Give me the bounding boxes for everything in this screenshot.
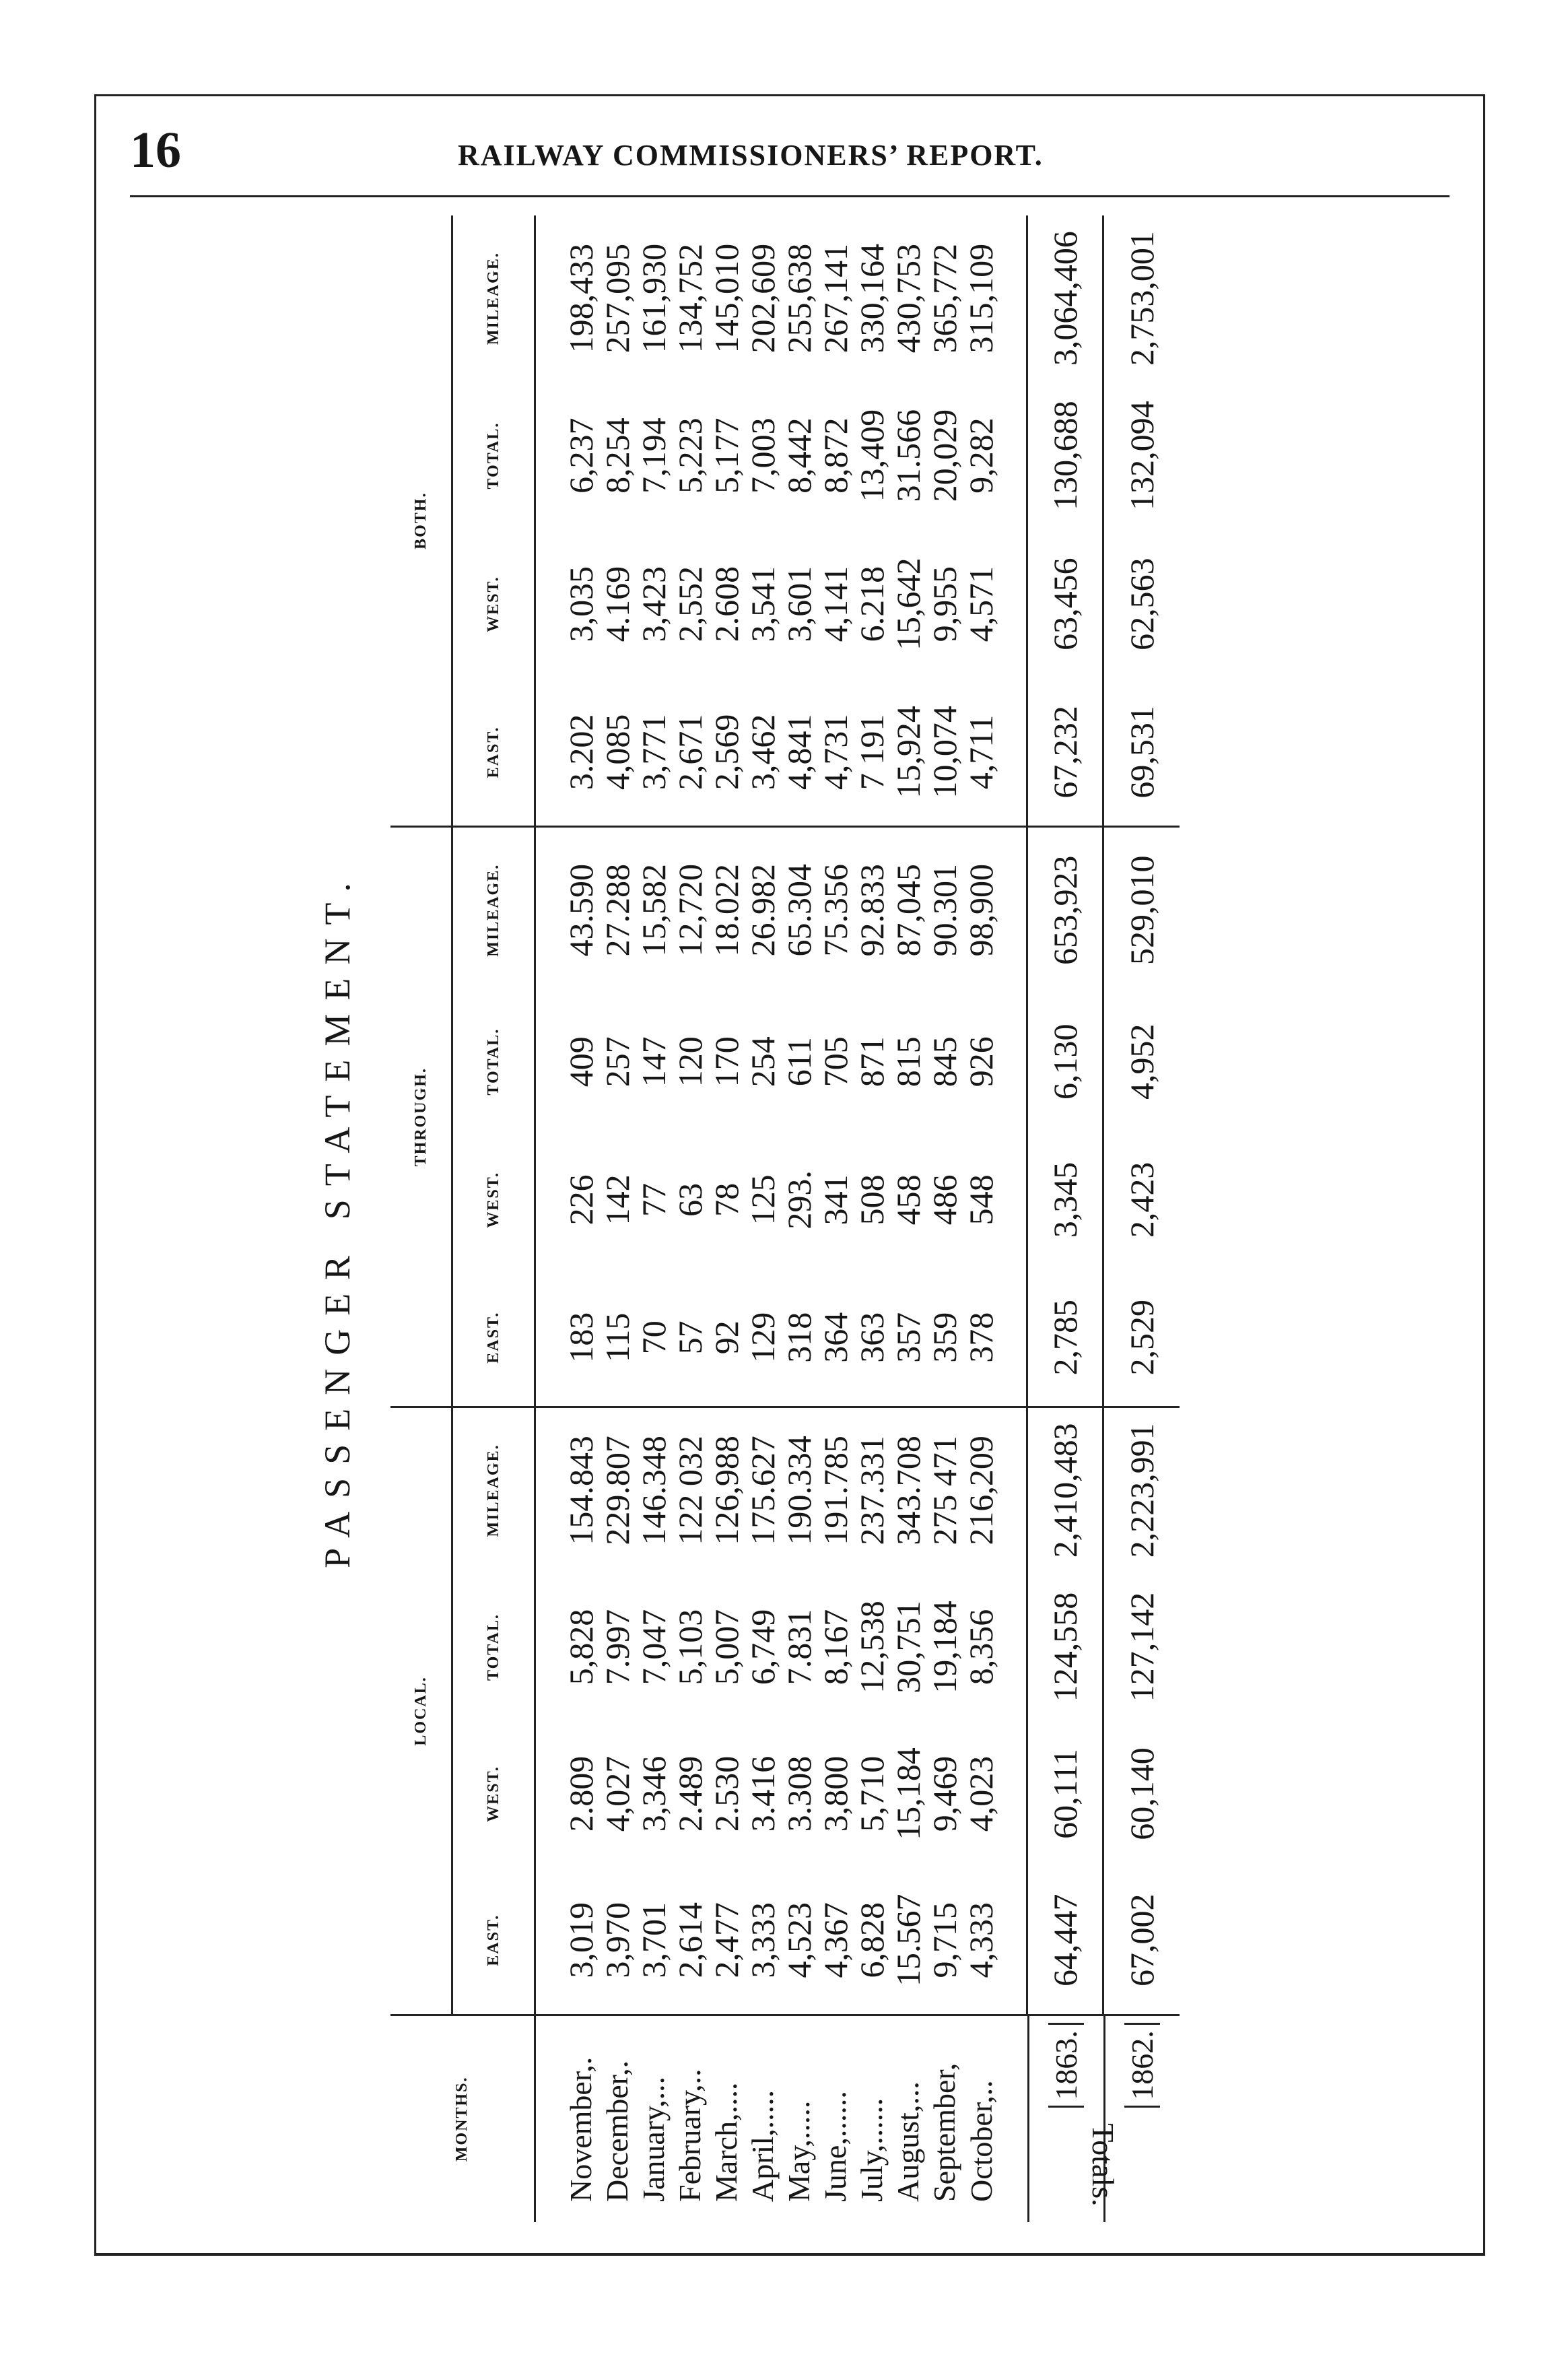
both-mileage-cell: 267,141 — [817, 243, 854, 354]
both-mileage-total: 3,064,406 — [1027, 215, 1103, 381]
through-west-total: 2,423 — [1103, 1131, 1180, 1269]
both-total-total: 130,688 — [1027, 381, 1103, 530]
local-west-cell: 2.489 — [671, 1755, 709, 1832]
local-west-cell: 3,346 — [635, 1755, 673, 1832]
both-total-cell: 20,029 — [926, 409, 963, 502]
through-mileage-cell: 75.356 — [817, 864, 854, 957]
local-mileage-cell: 190.334 — [780, 1436, 818, 1545]
local-mileage-cell: 175.627 — [744, 1436, 782, 1545]
local-west-cell: 15,184 — [889, 1747, 927, 1840]
through-east-cell: 129 — [745, 1269, 781, 1407]
local-total-cell: 7.997 — [599, 1609, 636, 1685]
through-total-cell: 705 — [817, 1036, 854, 1087]
month-label: January,... — [636, 2076, 671, 2202]
through-mileage-cell: 15,582 — [635, 864, 673, 957]
through-west-cell: 63 — [671, 1182, 709, 1217]
rotated-table-block — [310, 215, 1266, 2222]
local-east-cell: 4,333 — [963, 1867, 1027, 2015]
table-row — [963, 215, 1027, 2222]
through-east-cell: 357 — [890, 1269, 926, 1407]
through-east-cell: 183 — [535, 1269, 600, 1407]
both-mileage-cell: 202,609 — [744, 243, 782, 354]
local-mileage-cell: 343.708 — [889, 1436, 927, 1545]
month-label: November,. — [564, 2056, 598, 2202]
table-row — [672, 215, 708, 2222]
local-total-cell: 7,047 — [635, 1609, 673, 1685]
through-east-total: 2,785 — [1027, 1269, 1103, 1407]
year-label: 1863. — [1048, 2023, 1084, 2108]
through-mileage-cell: 98,900 — [962, 864, 1000, 957]
local-total-cell: 5,828 — [562, 1609, 600, 1685]
month-label: August,... — [891, 2081, 925, 2202]
through-west-cell: 293. — [780, 1170, 818, 1230]
local-east-cell: 2,477 — [708, 1867, 745, 2015]
both-east-cell: 2,671 — [672, 678, 708, 827]
both-west-cell: 2,552 — [671, 566, 709, 642]
local-mileage-cell: 191.785 — [817, 1436, 854, 1545]
through-mileage-cell: 18.022 — [708, 864, 745, 957]
both-east-cell: 7 191 — [854, 678, 890, 827]
both-west-cell: 6.218 — [853, 566, 891, 642]
local-total-cell: 5,103 — [671, 1609, 709, 1685]
through-east-cell: 92 — [708, 1269, 745, 1407]
through-east-cell: 378 — [963, 1269, 1027, 1407]
both-west-cell: 3,035 — [562, 566, 600, 642]
months-header: MONTHS. — [390, 2015, 535, 2222]
through-west-cell: 142 — [599, 1174, 636, 1226]
through-east-total: 2,529 — [1103, 1269, 1180, 1407]
column-header-total: TOTAL. — [452, 381, 535, 530]
year-label: 1862. — [1124, 2023, 1160, 2108]
both-west-cell: 9,955 — [926, 566, 963, 642]
both-total-cell: 7,003 — [744, 417, 782, 494]
through-total-cell: 257 — [599, 1036, 636, 1087]
running-head: RAILWAY COMMISSIONERS’ REPORT. — [458, 139, 1044, 172]
both-west-cell: 4,141 — [817, 566, 854, 642]
through-total-cell: 120 — [671, 1036, 709, 1087]
both-east-cell: 4,085 — [599, 678, 636, 827]
through-west-cell: 458 — [889, 1174, 927, 1226]
table-row — [781, 215, 817, 2222]
both-east-cell: 2,569 — [708, 678, 745, 827]
local-east-total: 67,002 — [1103, 1867, 1180, 2015]
through-east-cell: 57 — [672, 1269, 708, 1407]
month-label: October,.. — [963, 2080, 998, 2202]
both-mileage-cell: 161,930 — [635, 243, 673, 354]
local-east-cell: 6,828 — [854, 1867, 890, 2015]
through-total-cell: 409 — [562, 1036, 600, 1087]
through-mileage-cell: 92.833 — [853, 864, 891, 957]
month-label: July,...... — [854, 2098, 889, 2202]
totals-label: Totals. — [1086, 2123, 1120, 2207]
through-mileage-cell: 90.301 — [926, 864, 963, 957]
local-west-cell: 3,800 — [817, 1755, 854, 1832]
local-mileage-cell: 122 032 — [671, 1436, 709, 1545]
through-east-cell: 359 — [926, 1269, 963, 1407]
local-west-cell: 2.809 — [562, 1755, 600, 1832]
both-west-cell: 15,642 — [889, 558, 927, 650]
through-west-total: 3,345 — [1027, 1131, 1103, 1269]
monthly-rows — [535, 215, 1027, 2222]
local-mileage-cell: 146.348 — [635, 1436, 673, 1545]
local-total-cell: 12,538 — [853, 1601, 891, 1694]
both-total-cell: 8,254 — [599, 417, 636, 494]
table-row — [926, 215, 963, 2222]
local-mileage-cell: 154.843 — [562, 1436, 600, 1545]
totals-row — [1027, 215, 1103, 2222]
both-total-cell: 31.566 — [889, 409, 927, 502]
through-mileage-cell: 65.304 — [780, 864, 818, 957]
both-mileage-cell: 365,772 — [926, 243, 963, 354]
local-west-cell: 2.530 — [708, 1755, 745, 1832]
month-label: March,.... — [709, 2082, 743, 2202]
table-row — [599, 215, 636, 2222]
table-row — [636, 215, 672, 2222]
month-label: April,..... — [745, 2089, 780, 2202]
local-east-cell: 3,970 — [599, 1867, 636, 2015]
through-group-header: THROUGH. — [390, 827, 452, 1407]
column-header-east: EAST. — [452, 678, 535, 827]
local-west-cell: 9,469 — [926, 1755, 963, 1832]
both-total-cell: 9,282 — [962, 417, 1000, 494]
through-west-cell: 548 — [962, 1174, 1000, 1226]
local-mileage-cell: 237.331 — [853, 1436, 891, 1545]
column-header-total: TOTAL. — [452, 1573, 535, 1722]
through-mileage-cell: 27.288 — [599, 864, 636, 957]
local-east-cell: 9,715 — [926, 1867, 963, 2015]
local-west-cell: 3.308 — [780, 1755, 818, 1832]
local-group-header: LOCAL. — [390, 1407, 452, 2015]
both-mileage-cell: 134,752 — [671, 243, 709, 354]
through-total-cell: 254 — [744, 1036, 782, 1087]
local-total-cell: 19,184 — [926, 1601, 963, 1694]
local-total-total: 127,142 — [1103, 1573, 1180, 1722]
through-mileage-total: 529,010 — [1103, 827, 1180, 993]
both-east-total: 67,232 — [1027, 678, 1103, 827]
both-total-cell: 5,177 — [708, 417, 745, 494]
both-mileage-cell: 330,164 — [853, 243, 891, 354]
month-label: June,...... — [818, 2091, 852, 2202]
through-total-cell: 147 — [635, 1036, 673, 1087]
column-header-mileage: MILEAGE. — [452, 215, 535, 381]
month-label: September, — [927, 2063, 961, 2202]
local-east-cell: 4,367 — [817, 1867, 854, 2015]
both-east-cell: 4,841 — [781, 678, 817, 827]
both-west-cell: 4,571 — [962, 566, 1000, 642]
table-row — [854, 215, 890, 2222]
local-total-cell: 6,749 — [744, 1609, 782, 1685]
both-west-cell: 3,601 — [780, 566, 818, 642]
header-rule — [130, 195, 1450, 197]
local-total-cell: 7.831 — [780, 1609, 818, 1685]
table-row — [745, 215, 781, 2222]
both-east-total: 69,531 — [1103, 678, 1180, 827]
column-header-west: WEST. — [452, 1721, 535, 1866]
through-total-total: 6,130 — [1027, 993, 1103, 1131]
both-west-total: 63,456 — [1027, 530, 1103, 679]
local-west-total: 60,140 — [1103, 1721, 1180, 1866]
local-east-cell: 3,019 — [535, 1867, 600, 2015]
local-east-cell: 3,333 — [745, 1867, 781, 2015]
both-total-total: 132,094 — [1103, 381, 1180, 530]
through-total-cell: 170 — [708, 1036, 745, 1087]
both-total-cell: 8,872 — [817, 417, 854, 494]
both-east-cell: 3.202 — [535, 678, 600, 827]
both-west-total: 62,563 — [1103, 530, 1180, 679]
both-east-cell: 4,731 — [817, 678, 854, 827]
both-total-cell: 5,223 — [671, 417, 709, 494]
column-header-west: WEST. — [452, 1131, 535, 1269]
through-east-cell: 364 — [817, 1269, 854, 1407]
local-mileage-cell: 216,209 — [962, 1436, 1000, 1545]
table-row — [535, 215, 600, 2222]
through-total-cell: 611 — [780, 1037, 818, 1087]
totals-row — [1103, 215, 1180, 2222]
both-east-cell: 3,771 — [636, 678, 672, 827]
local-west-cell: 4,027 — [599, 1755, 636, 1832]
local-total-total: 124,558 — [1027, 1573, 1103, 1722]
table-row — [708, 215, 745, 2222]
through-east-cell: 318 — [781, 1269, 817, 1407]
through-east-cell: 70 — [636, 1269, 672, 1407]
both-west-cell: 3,541 — [744, 566, 782, 642]
local-east-cell: 3,701 — [636, 1867, 672, 2015]
through-total-cell: 926 — [962, 1036, 1000, 1087]
both-west-cell: 2.608 — [708, 566, 745, 642]
table-title: PASSENGER STATEMENT. — [317, 869, 357, 1568]
column-header-row — [452, 215, 535, 2222]
both-east-cell: 10,074 — [926, 678, 963, 827]
through-east-cell: 363 — [854, 1269, 890, 1407]
local-east-cell: 4,523 — [781, 1867, 817, 2015]
local-mileage-cell: 126,988 — [708, 1436, 745, 1545]
column-header-east: EAST. — [452, 1867, 535, 2015]
passenger-statement-table — [390, 215, 1180, 2222]
column-header-mileage: MILEAGE. — [452, 1407, 535, 1573]
local-west-cell: 4,023 — [962, 1755, 1000, 1832]
both-mileage-cell: 198,433 — [562, 243, 600, 354]
local-west-total: 60,111 — [1027, 1721, 1103, 1866]
both-east-cell: 3,462 — [745, 678, 781, 827]
local-total-cell: 8,356 — [962, 1609, 1000, 1685]
both-total-cell: 7,194 — [635, 417, 673, 494]
local-west-cell: 5,710 — [853, 1755, 891, 1832]
totals-label-cell — [1027, 2016, 1120, 2222]
both-mileage-total: 2,753,001 — [1103, 215, 1180, 381]
local-total-cell: 8,167 — [817, 1609, 854, 1685]
local-total-cell: 30,751 — [889, 1601, 927, 1694]
local-total-cell: 5,007 — [708, 1609, 745, 1685]
local-mileage-cell: 229.807 — [599, 1436, 636, 1545]
through-west-cell: 125 — [744, 1174, 782, 1226]
both-mileage-cell: 257,095 — [599, 243, 636, 354]
local-mileage-total: 2,223,991 — [1103, 1407, 1180, 1573]
through-total-total: 4,952 — [1103, 993, 1180, 1131]
both-mileage-cell: 145,010 — [708, 243, 745, 354]
both-total-cell: 8,442 — [780, 417, 818, 494]
both-east-cell: 4,711 — [963, 678, 1027, 827]
local-east-cell: 2,614 — [672, 1867, 708, 2015]
both-total-cell: 13,409 — [853, 409, 891, 502]
through-total-cell: 815 — [889, 1036, 927, 1087]
local-west-cell: 3.416 — [744, 1755, 782, 1832]
both-east-cell: 15,924 — [890, 678, 926, 827]
column-header-west: WEST. — [452, 530, 535, 679]
both-mileage-cell: 315,109 — [962, 243, 1000, 354]
through-mileage-cell: 87,045 — [889, 864, 927, 957]
both-west-cell: 3,423 — [635, 566, 673, 642]
both-west-cell: 4.169 — [599, 566, 636, 642]
month-label: February,.. — [673, 2069, 707, 2202]
column-header-mileage: MILEAGE. — [452, 827, 535, 993]
through-west-cell: 508 — [853, 1174, 891, 1226]
local-mileage-total: 2,410,483 — [1027, 1407, 1103, 1573]
through-west-cell: 341 — [817, 1174, 854, 1226]
through-total-cell: 871 — [853, 1036, 891, 1087]
page-number: 16 — [130, 122, 181, 178]
through-mileage-cell: 26.982 — [744, 864, 782, 957]
through-total-cell: 845 — [926, 1036, 963, 1087]
table-row — [817, 215, 854, 2222]
through-mileage-total: 653,923 — [1027, 827, 1103, 993]
totals-rows — [1027, 215, 1180, 2222]
column-header-east: EAST. — [452, 1269, 535, 1407]
local-east-total: 64,447 — [1027, 1867, 1103, 2015]
both-mileage-cell: 430,753 — [889, 243, 927, 354]
through-west-cell: 486 — [926, 1174, 963, 1226]
both-mileage-cell: 255,638 — [780, 243, 818, 354]
local-east-cell: 15.567 — [890, 1867, 926, 2015]
through-mileage-cell: 12,720 — [671, 864, 709, 957]
local-mileage-cell: 275 471 — [926, 1436, 963, 1545]
both-total-cell: 6,237 — [562, 417, 600, 494]
table-row — [890, 215, 926, 2222]
both-group-header: BOTH. — [390, 215, 452, 827]
through-mileage-cell: 43.590 — [562, 864, 600, 957]
through-west-cell: 77 — [635, 1182, 673, 1217]
month-label: May,..... — [782, 2100, 816, 2202]
through-west-cell: 226 — [562, 1174, 600, 1226]
through-east-cell: 115 — [599, 1269, 636, 1407]
through-west-cell: 78 — [708, 1182, 745, 1217]
month-label: December,. — [600, 2060, 634, 2202]
column-header-total: TOTAL. — [452, 993, 535, 1131]
